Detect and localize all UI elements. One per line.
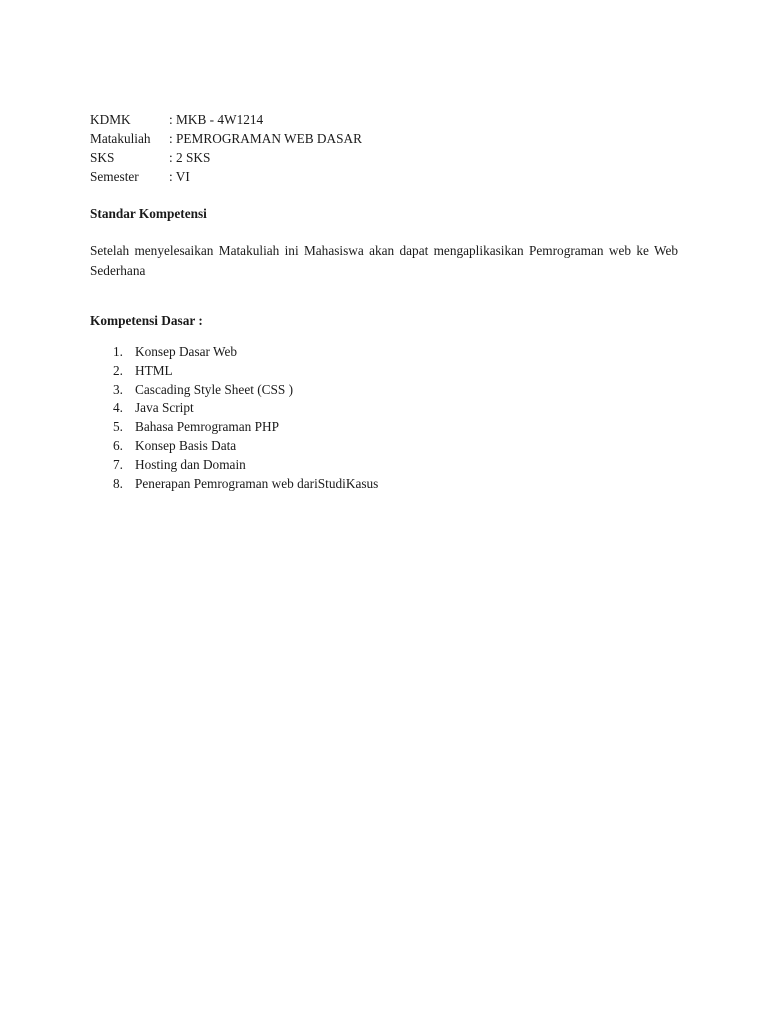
standar-kompetensi-text: Setelah menyelesaikan Matakuliah ini Mahasiswa akan dapat mengaplikasikan Pemrograman web ke Web Sederhana (90, 243, 678, 278)
list-item-number: 1. (113, 344, 123, 359)
info-label: SKS (90, 150, 115, 165)
info-row-matakuliah (90, 129, 362, 148)
info-label: Matakuliah (90, 131, 151, 146)
kompetensi-dasar-heading: Kompetensi Dasar : (90, 313, 203, 328)
info-row-semester (90, 167, 362, 186)
list-item-text: Java Script (135, 400, 194, 416)
list-item-text: Cascading Style Sheet (CSS ) (135, 381, 294, 397)
list-item-number: 5. (113, 419, 123, 435)
list-item-number: 6. (113, 437, 123, 453)
list-item-text: Penerapan Pemrograman web dariStudiKasus (135, 475, 379, 491)
list-item-number: 8. (113, 475, 123, 491)
kompetensi-dasar-list (90, 343, 678, 493)
info-value: : PEMROGRAMAN WEB DASAR (169, 131, 362, 146)
list-item-text: Hosting dan Domain (135, 456, 246, 472)
list-item (90, 399, 678, 418)
info-label: Semester (90, 169, 139, 184)
list-item-number: 4. (113, 400, 123, 416)
info-value: : VI (169, 169, 190, 184)
info-row-kdmk (90, 110, 362, 129)
list-item (90, 381, 678, 400)
list-item (90, 475, 678, 494)
list-item-text: Konsep Basis Data (135, 437, 237, 453)
list-item (90, 418, 678, 437)
info-row-sks (90, 148, 362, 167)
list-item-text: HTML (135, 362, 173, 378)
standar-kompetensi-heading: Standar Kompetensi (90, 206, 207, 221)
list-item-text: Konsep Dasar Web (135, 344, 238, 359)
list-item (90, 456, 678, 475)
list-item-number: 7. (113, 456, 123, 472)
list-item-number: 3. (113, 381, 123, 397)
document-content (90, 110, 678, 493)
list-item (90, 362, 678, 381)
list-item (90, 437, 678, 456)
list-item-text: Bahasa Pemrograman PHP (135, 419, 280, 435)
list-item-number: 2. (113, 362, 123, 378)
list-item (90, 343, 678, 362)
info-value: : MKB - 4W1214 (169, 112, 264, 127)
course-info-table (90, 110, 362, 186)
info-label: KDMK (90, 112, 131, 127)
info-value: : 2 SKS (169, 150, 211, 165)
